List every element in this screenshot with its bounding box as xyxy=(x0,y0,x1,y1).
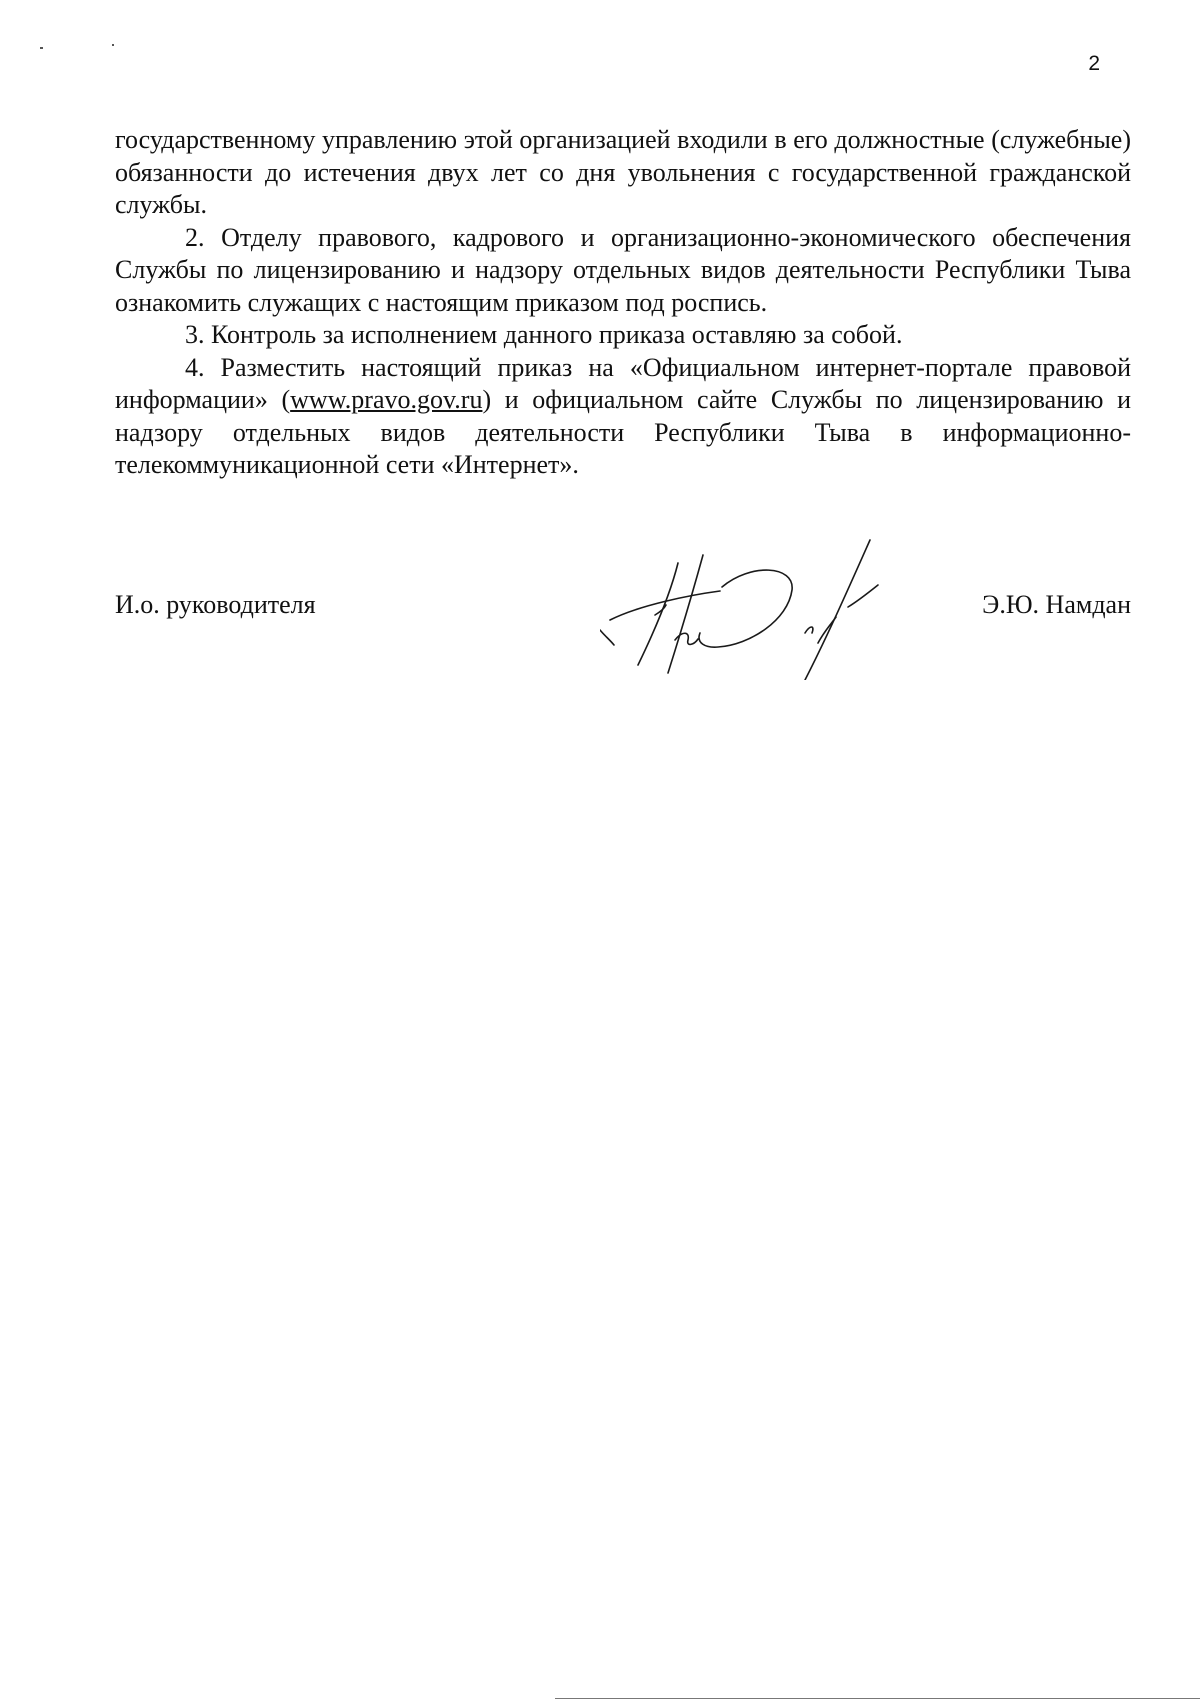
signer-position: И.о. руководителя xyxy=(115,590,316,619)
scan-edge-line xyxy=(555,1698,1200,1699)
scan-dot xyxy=(40,47,43,49)
paragraph-item-4-end: ) и официальном сайте Службы по лицензированию и надзору отдельных видов деятельности Республики Тыва в информационно-телекоммуникационной сети «Интернет». xyxy=(115,385,1132,479)
paragraph-item-4-start: 4. Разместить настоящий приказ на «Официальном интернет-портале правовой информации» ( xyxy=(115,352,1131,414)
paragraph-item-4 xyxy=(115,352,1131,482)
signer-name: Э.Ю. Намдан xyxy=(982,590,1131,619)
document-body xyxy=(115,124,1131,482)
scan-dot xyxy=(112,44,114,46)
paragraph-item-3: 3. Контроль за исполнением данного приказа оставляю за собой. xyxy=(185,320,903,349)
paragraph-continuation: государственному управлению этой организацией входили в его должностные (служебные) обязанности до истечения двух лет со дня увольнения с государственной гражданской службы. xyxy=(115,125,1131,219)
handwritten-signature xyxy=(600,535,940,680)
pravo-link[interactable]: www.pravo.gov.ru xyxy=(290,385,483,414)
paragraph-item-2: 2. Отделу правового, кадрового и организационно-экономического обеспечения Службы по лицензированию и надзору отдельных видов деятельности Республики Тыва ознакомить служащих с настоящим приказом под роспись. xyxy=(115,222,1131,317)
page-number: 2 xyxy=(1088,52,1100,75)
